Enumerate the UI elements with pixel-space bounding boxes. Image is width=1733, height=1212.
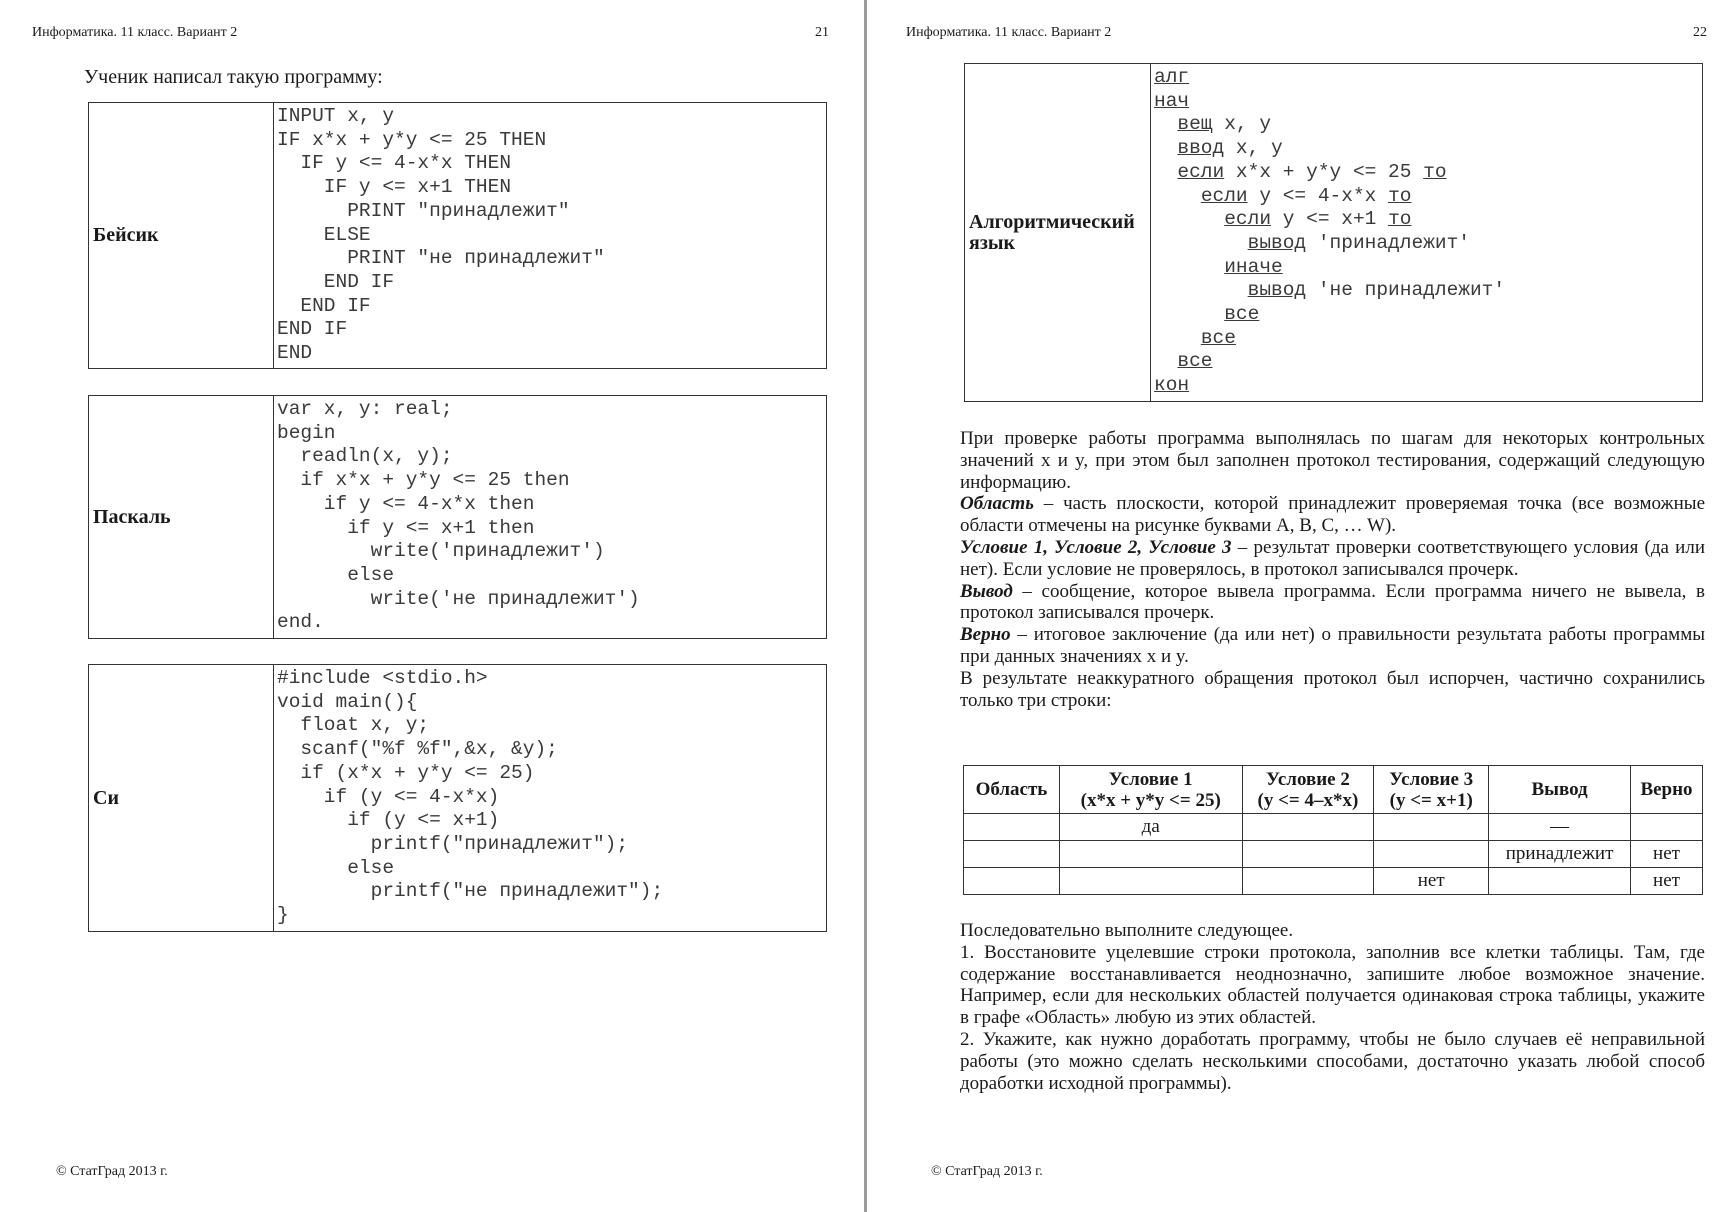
code-cell bbox=[1151, 64, 1703, 402]
language-label: Паскаль bbox=[89, 396, 274, 639]
task-1: 1. Восстановите уцелевшие строки протокола, заполнив все клетки таблицы. Там, где содержание восстанавливается неоднозначно, запишите любое возможное значение. Например, если для нескольких областей получается одинаковая строка таблицы, укажите в графе «Область» любую из этих областей. bbox=[960, 941, 1705, 1029]
language-label: Алгоритмический язык bbox=[965, 64, 1151, 402]
page-footer: © СтатГрад 2013 г. bbox=[56, 1164, 168, 1179]
task-intro: Последовательно выполните следующее. bbox=[960, 920, 1294, 941]
language-label: Бейсик bbox=[89, 103, 274, 369]
page-number: 22 bbox=[1693, 25, 1707, 40]
code-cell bbox=[274, 396, 827, 639]
term: Вывод bbox=[960, 580, 1013, 602]
term: Условие 1, Условие 2, Условие 3 bbox=[960, 536, 1232, 558]
table-cell bbox=[1631, 814, 1703, 841]
c-code: #include <stdio.h> void main(){ float x, y; scanf("%f %f",&x, &y); if (x*x + y*y <= 25) if (y <= 4-x*x) if (y <= x+1) printf("принадлежит"); else printf("не принадлежит"); } bbox=[277, 667, 664, 927]
page-header: Информатика. 11 класс. Вариант 2 bbox=[32, 25, 238, 40]
protocol-table bbox=[963, 765, 1703, 895]
table-cell: нет bbox=[1631, 868, 1703, 895]
keyword: алг bbox=[1154, 66, 1190, 88]
page-number: 21 bbox=[815, 25, 829, 40]
description-block bbox=[960, 428, 1705, 711]
code-line bbox=[1154, 66, 1189, 88]
keyword: то bbox=[1388, 184, 1412, 207]
code-line: вывод 'не принадлежит' bbox=[1247, 279, 1506, 302]
basic-program-table bbox=[88, 102, 827, 369]
definition-area: Область – часть плоскости, которой принадлежит проверяемая точка (все возможные области отмечены на рисунке буквами A, B, C, … W). bbox=[960, 493, 1705, 537]
table-cell bbox=[1374, 814, 1489, 841]
table-row bbox=[964, 814, 1703, 841]
page-footer: © СтатГрад 2013 г. bbox=[931, 1164, 1043, 1179]
keyword: если bbox=[1224, 208, 1272, 231]
table-cell bbox=[1242, 841, 1374, 868]
left-page bbox=[0, 0, 864, 1212]
keyword: ввод bbox=[1177, 137, 1225, 160]
lead-text: Ученик написал такую программу: bbox=[84, 66, 383, 88]
table-cell bbox=[1374, 841, 1489, 868]
keyword: вывод bbox=[1247, 279, 1307, 302]
intro-paragraph: При проверке работы программа выполнялась по шагам для некоторых контрольных значений x и y, при этом был заполнен протокол тестирования, содержащий следующую информацию. bbox=[960, 428, 1705, 493]
definition-correct: Верно – итоговое заключение (да или нет) о правильности результата работы программы при данных значениях x и y. bbox=[960, 624, 1705, 667]
keyword: то bbox=[1388, 208, 1412, 231]
table-cell bbox=[1059, 841, 1242, 868]
damaged-paragraph: В результате неаккуратного обращения протокол был испорчен, частично сохранились только три строки: bbox=[960, 667, 1705, 711]
code-line: если x*x + y*y <= 25 то bbox=[1177, 160, 1447, 183]
algo-program-table bbox=[964, 63, 1703, 402]
table-cell: — bbox=[1489, 814, 1631, 841]
language-label: Си bbox=[89, 665, 274, 932]
code-line bbox=[1154, 327, 1236, 349]
protocol-header-row bbox=[964, 766, 1703, 814]
algo-code bbox=[1154, 66, 1702, 398]
code-line bbox=[1154, 90, 1189, 112]
keyword: нач bbox=[1154, 89, 1190, 112]
page-header: Информатика. 11 класс. Вариант 2 bbox=[906, 25, 1112, 40]
column-header: Вывод bbox=[1489, 766, 1631, 814]
keyword: все bbox=[1224, 303, 1260, 326]
code-line: ввод x, y bbox=[1177, 137, 1283, 160]
code-line: вывод 'принадлежит' bbox=[1247, 231, 1470, 254]
table-row bbox=[964, 868, 1703, 895]
column-header: Условие 3 (y <= x+1) bbox=[1374, 766, 1489, 814]
column-header: Условие 2 (y <= 4–x*x) bbox=[1242, 766, 1374, 814]
keyword: если bbox=[1200, 184, 1248, 207]
code-cell bbox=[274, 665, 827, 932]
c-program-table bbox=[88, 664, 827, 932]
code-line: вещ x, y bbox=[1177, 113, 1272, 136]
definition-output: Вывод – сообщение, которое вывела программа. Если программа ничего не вывела, в протокол записывался прочерк. bbox=[960, 580, 1705, 624]
pascal-code: var x, y: real; begin readln(x, y); if x*x + y*y <= 25 then if y <= 4-x*x then if y <= x+1 then write('принадлежит') else write('не принадлежит') end. bbox=[277, 398, 640, 634]
code-line: если y <= 4-x*x то bbox=[1200, 184, 1412, 207]
code-line: если y <= x+1 то bbox=[1224, 208, 1412, 231]
table-cell: принадлежит bbox=[1489, 841, 1631, 868]
table-cell bbox=[964, 868, 1060, 895]
code-line bbox=[1154, 374, 1189, 396]
task-2: 2. Укажите, как нужно доработать программу, чтобы не было случаев её неправильной работы (это можно сделать несколькими способами, достаточно указать любой способ доработки исходной программы). bbox=[960, 1028, 1705, 1094]
code-cell bbox=[274, 103, 827, 369]
keyword: иначе bbox=[1224, 255, 1283, 278]
table-cell bbox=[1242, 868, 1374, 895]
table-cell: нет bbox=[1631, 841, 1703, 868]
basic-code: INPUT x, y IF x*x + y*y <= 25 THEN IF y <= 4-x*x THEN IF y <= x+1 THEN PRINT "принадлежит" ELSE PRINT "не принадлежит" END IF END IF END IF END bbox=[277, 105, 605, 365]
keyword: все bbox=[1177, 350, 1213, 373]
table-cell bbox=[1489, 868, 1631, 895]
code-line bbox=[1154, 256, 1283, 278]
table-cell bbox=[1242, 814, 1374, 841]
table-row bbox=[964, 841, 1703, 868]
column-header: Область bbox=[964, 766, 1060, 814]
table-cell bbox=[964, 841, 1060, 868]
keyword: вывод bbox=[1247, 231, 1307, 254]
tasks-block bbox=[960, 920, 1705, 1094]
table-cell bbox=[1059, 868, 1242, 895]
term: Область bbox=[960, 493, 1034, 515]
table-cell bbox=[964, 814, 1060, 841]
column-header: Условие 1 (x*x + y*y <= 25) bbox=[1059, 766, 1242, 814]
keyword: если bbox=[1177, 160, 1225, 183]
pascal-program-table bbox=[88, 395, 827, 639]
keyword: вещ bbox=[1177, 113, 1213, 136]
definition-conditions: Условие 1, Условие 2, Условие 3 – результат проверки соответствующего условия (да или нет). Если условие не проверялось, в протокол записывался прочерк. bbox=[960, 536, 1705, 580]
keyword: кон bbox=[1154, 374, 1190, 397]
table-cell: да bbox=[1059, 814, 1242, 841]
keyword: то bbox=[1423, 160, 1447, 183]
keyword: все bbox=[1200, 326, 1236, 349]
table-cell: нет bbox=[1374, 868, 1489, 895]
code-line bbox=[1154, 303, 1259, 325]
code-line bbox=[1154, 350, 1213, 372]
column-header: Верно bbox=[1631, 766, 1703, 814]
term: Верно bbox=[960, 624, 1011, 646]
